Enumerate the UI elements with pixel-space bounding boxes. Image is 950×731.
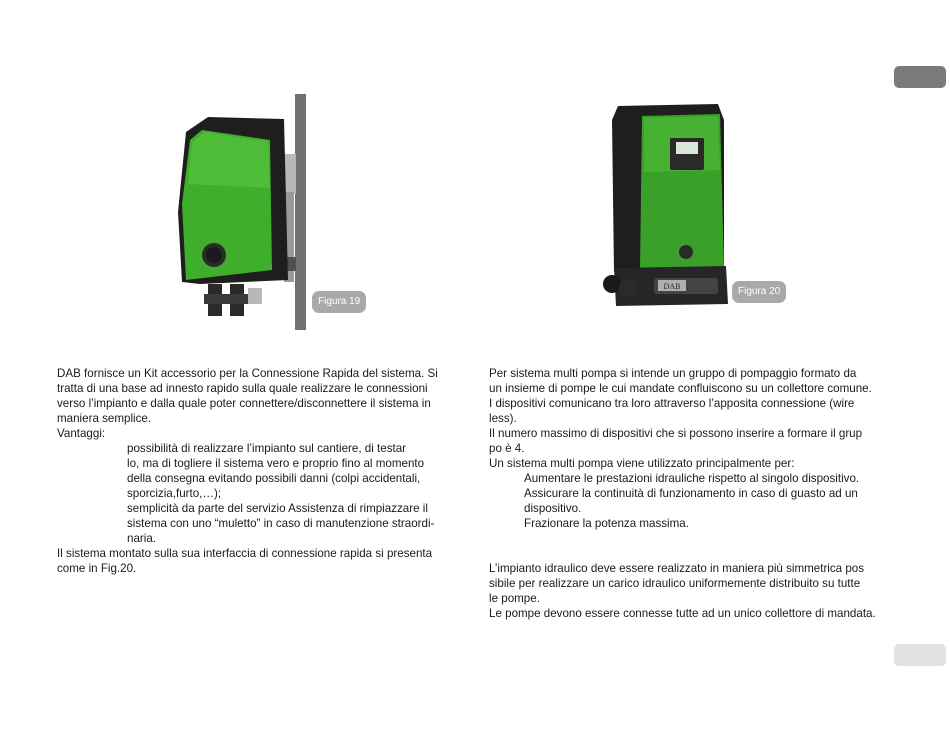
side-tab-top <box>894 66 946 88</box>
figure-19-caption: Figura 19 <box>312 291 366 313</box>
paragraph-line: Le pompe devono essere connesse tutte ad un unico collettore di mandata. <box>489 607 876 620</box>
figure-19-image <box>172 92 312 332</box>
list-item-line: sistema con uno “muletto” in caso di manutenzione straordi- <box>127 517 435 530</box>
list-item-line: sporcizia,furto,…); <box>127 487 222 500</box>
list-item-line: della consegna evitando possibili danni (colpi accidentali, <box>127 472 421 485</box>
list-item-line: naria. <box>127 532 157 545</box>
vantaggi-label: Vantaggi: <box>57 427 106 440</box>
side-tab-bottom <box>894 644 946 666</box>
list-item-line: dispositivo. <box>524 502 582 515</box>
list-item-line: Frazionare la potenza massima. <box>524 517 689 530</box>
paragraph-line: sibile per realizzare un carico idraulico uniformemente distribuito su tutte <box>489 577 861 590</box>
paragraph-line: Per sistema multi pompa si intende un gruppo di pompaggio formato da <box>489 367 857 380</box>
paragraph-line: I dispositivi comunicano tra loro attraverso l’apposita connessione (wire <box>489 397 855 410</box>
list-item-line: possibilità di realizzare l’impianto sul cantiere, di testar <box>127 442 407 455</box>
paragraph-line: come in Fig.20. <box>57 562 137 575</box>
figure-20-image <box>602 100 732 312</box>
paragraph-line: tratta di una base ad innesto rapido sulla quale realizzare le connessioni <box>57 382 428 395</box>
brand-logo: DAB <box>663 282 681 291</box>
figure-20-caption: Figura 20 <box>732 281 786 303</box>
paragraph-line: un insieme di pompe le cui mandate confluiscono su un collettore comune. <box>489 382 872 395</box>
list-item-line: Assicurare la continuità di funzionamento in caso di guasto ad un <box>524 487 858 500</box>
paragraph-line: le pompe. <box>489 592 540 605</box>
paragraph-line: DAB fornisce un Kit accessorio per la Connessione Rapida del sistema. Si <box>57 367 438 380</box>
list-item-line: semplicità da parte del servizio Assistenza di rimpiazzare il <box>127 502 428 515</box>
paragraph-line: verso l’impianto e dalla quale poter connettere/disconnettere il sistema in <box>57 397 431 410</box>
left-column-text <box>57 366 461 576</box>
paragraph-line: L’impianto idraulico deve essere realizzato in maniera più simmetrica pos <box>489 562 865 575</box>
list-item-line: lo, ma di togliere il sistema vero e proprio fino al momento <box>127 457 425 470</box>
paragraph-line: Un sistema multi pompa viene utilizzato principalmente per: <box>489 457 795 470</box>
paragraph-line: Il numero massimo di dispositivi che si possono inserire a formare il grup <box>489 427 863 440</box>
list-item-line: Aumentare le prestazioni idrauliche rispetto al singolo dispositivo. <box>524 472 860 485</box>
paragraph-line: Il sistema montato sulla sua interfaccia di connessione rapida si presenta <box>57 547 433 560</box>
paragraph-line: po è 4. <box>489 442 525 455</box>
right-column-text <box>489 366 894 621</box>
paragraph-line: maniera semplice. <box>57 412 152 425</box>
paragraph-line: less). <box>489 412 517 425</box>
